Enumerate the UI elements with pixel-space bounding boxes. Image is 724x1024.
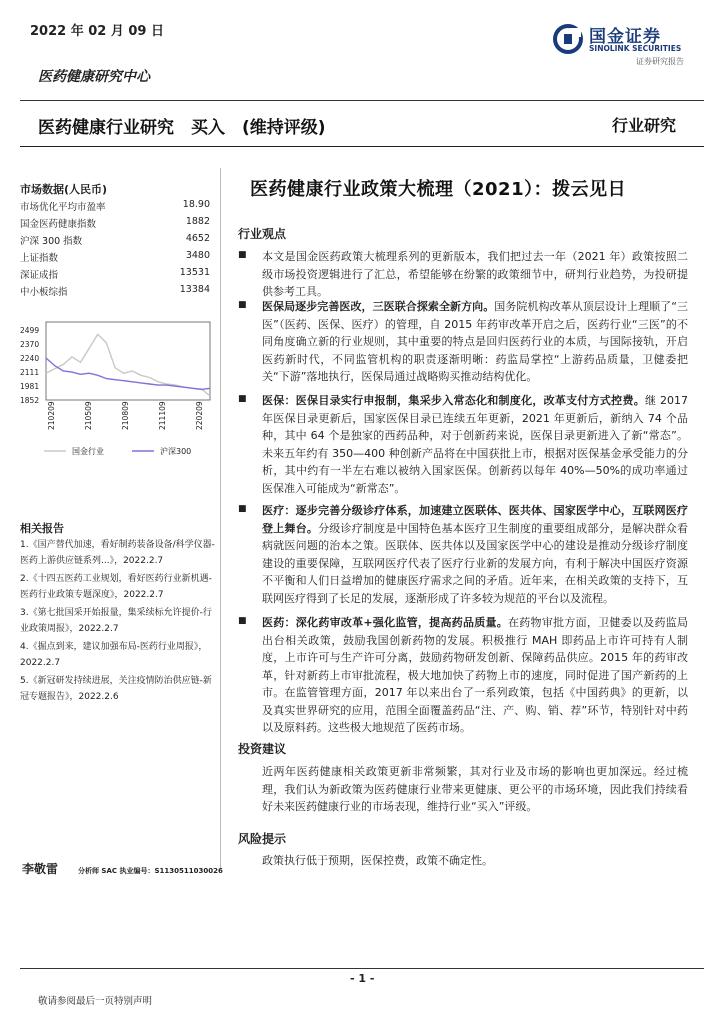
y-tick-label: 2111 xyxy=(20,367,40,377)
series-line xyxy=(46,334,210,396)
logo-subtitle: 证券研究报告 xyxy=(636,57,684,66)
x-tick-label: 220209 xyxy=(195,401,204,430)
legend-label: 沪深300 xyxy=(160,447,192,456)
chart-frame xyxy=(46,322,210,400)
bullet-icon: ■ xyxy=(238,300,247,310)
market-data-label: 市场优化平均市盈率 xyxy=(20,202,106,213)
logo-text-en: SINOLINK SECURITIES xyxy=(589,44,682,53)
market-data-title: 市场数据(人民币) xyxy=(20,183,108,196)
x-tick-label: 210509 xyxy=(84,401,93,430)
paragraph-lead: 医疗：逐步完善分级诊疗体系，加速建立医联体、医共体、国家医学中心，互联网医疗登上舞台。 xyxy=(262,504,688,535)
section-heading-invest: 投资建议 xyxy=(238,742,287,756)
market-data-value: 13531 xyxy=(179,267,210,278)
market-data-label: 深证成指 xyxy=(20,270,59,281)
bullet-icon: ■ xyxy=(238,250,247,260)
paragraph-body: 在药物审批方面，卫健委以及药监局出台相关政策，鼓励我国创新药物的发展。积极推行 MAH 即药品上市许可持有人制度，上市许可与生产许可分离，鼓励药物研发创新、保障药品供应。2015 年的药审改革，针对新药上市审批流程，极大地加快了药物上市的速度，同时促进了国产新药的上市。在监管管理方面，2017 年以来出台了一系列政策，包括《中国药典》的更新，以及真实世界研究的应用，范围全面覆盖药品“注、产、购、销、荐”环节，特别针对中药以及原料药。这些极大地规范了医药市场。 xyxy=(262,616,688,734)
bullet-icon: ■ xyxy=(238,394,247,404)
y-tick-label: 2370 xyxy=(20,339,40,349)
bullet-icon: ■ xyxy=(238,616,247,626)
column-divider xyxy=(220,168,221,868)
market-data-value: 4652 xyxy=(185,233,210,244)
x-tick-label: 210809 xyxy=(121,401,130,430)
x-tick-label: 210209 xyxy=(47,401,56,430)
y-tick-label: 2240 xyxy=(20,354,40,364)
divider xyxy=(20,100,704,101)
related-report-item[interactable]: 5.《新冠研发持续进展，关注疫情防治供应链-新冠专题报告》，2022.2.6 xyxy=(20,676,212,702)
paragraph-body: 继 2017 年医保目录更新后，国家医保目录已连续五年更新，2021 年更新后，新纳入 74 个品种，其中 64 个是独家的西药品种，对于创新药来说，医保目录更新进入了新“常态”。未来五年约有 350—400 种创新产品将在中国获批上市，根据对医保基金承受能力的分析，其中约有一半左右难以被纳入国家医保。创新药以每年 40%—50%的成功率通过医保准入可能成为“新常态”。 xyxy=(262,394,689,495)
research-center: 医药健康研究中心 xyxy=(38,69,150,85)
page-number: - 1 - xyxy=(350,972,375,985)
paragraph-text xyxy=(262,502,688,607)
y-tick-label: 1852 xyxy=(20,396,40,405)
market-data-value: 3480 xyxy=(185,250,210,261)
footer-disclaimer: 敬请参阅最后一页特别声明 xyxy=(38,996,153,1007)
market-data-value: 13384 xyxy=(179,284,210,295)
logo-mark-icon xyxy=(553,24,583,54)
y-tick-label: 2499 xyxy=(20,326,40,335)
market-data-label: 中小板综指 xyxy=(20,287,68,298)
related-report-item[interactable]: 1.《国产替代加速，看好制药装备设备/科学仪器-医药上游供应链系列...》，2022.2.7 xyxy=(20,540,215,566)
market-data-label: 沪深 300 指数 xyxy=(20,236,83,247)
analyst-info: 分析师 SAC 执业编号：S1130511030026 xyxy=(78,867,223,875)
series-line xyxy=(46,358,210,389)
related-reports-title: 相关报告 xyxy=(20,522,64,535)
paragraph-body: 分级诊疗制度是中国特色基本医疗卫生制度的重要组成部分，是解决群众看病就医问题的治本之策。医联体、医共体以及国家医学中心的建设是推动分级诊疗制度建设的重要保障，互联网医疗代表了医疗行业新的发展方向，有利于解决中国医疗资源不平衡和人们日益增加的健康医疗需求之间的矛盾。近年来，在相关政策的支持下，互联网医疗得到了长足的发展，逐渐形成了许多较为规范的平台以及流程。 xyxy=(262,521,689,605)
paragraph-body: 国务院机构改革从顶层设计上理顺了“三医”（医药、医保、医疗）的管理，自 2015 年药审改革开启之后，医药行业“三医”的不同角度确立新的行业规则，其中重要的特点是回归医药行业的本质，与国际接轨，开启医药新时代，不同监管机构的职责逐渐明晰：药监局掌控“上游药品质量，卫健委把关“下游”落地执行，医保局通过战略购买推动结构优化。 xyxy=(262,300,689,383)
market-data-value: 18.90 xyxy=(182,199,210,210)
analyst-name: 李敬雷 xyxy=(22,862,59,876)
index-line-chart xyxy=(18,308,218,468)
y-tick-label: 1981 xyxy=(20,382,40,392)
market-data-value: 1882 xyxy=(185,216,210,227)
paragraph-text xyxy=(262,298,688,386)
related-report-item[interactable]: 2.《十四五医药工业规划，看好医药行业新机遇-医药行业政策专题深度》，2022.2.7 xyxy=(20,574,212,600)
report-type: 行业研究 xyxy=(612,116,677,135)
paragraph-lead: 医保：医保目录实行申报制，集采步入常态化和制度化，改革支付方式控费。 xyxy=(262,394,645,407)
report-title: 医药健康行业研究 买入 (维持评级) xyxy=(38,118,326,138)
x-tick-label: 211109 xyxy=(158,401,167,430)
paragraph-lead: 医保局逐步完善医改，三医联合探索全新方向。 xyxy=(262,300,495,313)
related-report-item[interactable]: 3.《第七批国采开始报量，集采续标允许提价-行业政策周报》，2022.2.7 xyxy=(20,608,212,634)
bullet-icon: ■ xyxy=(238,504,247,514)
section-heading-risk: 风险提示 xyxy=(238,832,287,846)
main-title: 医药健康行业政策大梳理（2021）：拨云见日 xyxy=(250,179,627,200)
market-data-label: 国金医药健康指数 xyxy=(20,219,97,230)
market-data-label: 上证指数 xyxy=(20,253,59,264)
risk-text: 政策执行低于预期，医保控费，政策不确定性。 xyxy=(262,854,493,867)
paragraph-lead: 医药：深化药审改革+强化监管，提高药品质量。 xyxy=(262,616,509,629)
footer-divider xyxy=(20,968,704,969)
legend-label: 国金行业 xyxy=(72,447,104,456)
paragraph-text xyxy=(262,614,688,737)
logo-text-cn: 国金证券 xyxy=(589,27,661,47)
paragraph-text: 本文是国金医药政策大梳理系列的更新版本，我们把过去一年（2021 年）政策按照二级市场投资逻辑进行了汇总，希望能够在纷繁的政策细节中，研判行业趋势，为投研提供参考工具。 xyxy=(262,250,688,298)
invest-text: 近两年医药健康相关政策更新非常频繁，其对行业及市场的影响也更加深远。经过梳理，我们认为新政策为医药健康行业带来更健康、更公平的市场环境，因此我们持续看好未来医药健康行业的市场表现，维持行业“买入”评级。 xyxy=(262,765,688,813)
divider xyxy=(20,146,704,147)
related-report-item[interactable]: 4.《掘点到来，建议加强布局-医药行业周报》，2022.2.7 xyxy=(20,642,208,668)
report-date: 2022 年 02 月 09 日 xyxy=(30,24,164,39)
section-heading-view: 行业观点 xyxy=(238,227,287,241)
paragraph-text xyxy=(262,392,688,497)
